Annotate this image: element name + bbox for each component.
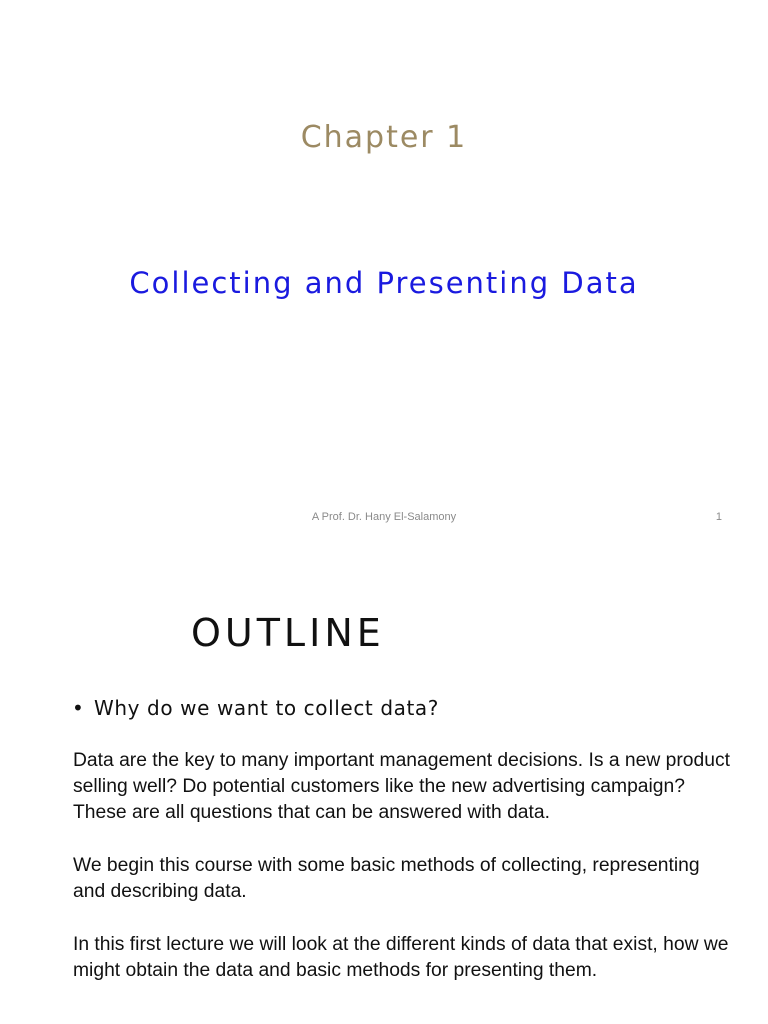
paragraph: In this first lecture we will look at the different kinds of data that exist, how we might obtain the data and basic methods for presenting them. xyxy=(73,934,729,981)
slide-subtitle: Collecting and Presenting Data xyxy=(129,266,639,300)
footer-author: A Prof. Dr. Hany El-Salamony xyxy=(311,511,457,523)
bullet-item xyxy=(72,696,439,720)
outline-slide xyxy=(0,545,768,1024)
paragraph: We begin this course with some basic methods of collecting, representing and describing data. xyxy=(73,855,700,902)
bullet-icon: • xyxy=(72,696,85,720)
outline-title: OUTLINE xyxy=(191,611,385,655)
paragraph: Data are the key to many important management decisions. Is a new product selling well? Do potential customers like the new advertising campaign? These are all questions that can be answered with data. xyxy=(73,750,730,823)
bullet-text: Why do we want to collect data? xyxy=(94,696,439,720)
page-number: 1 xyxy=(715,511,722,523)
chapter-title: Chapter 1 xyxy=(300,120,468,155)
